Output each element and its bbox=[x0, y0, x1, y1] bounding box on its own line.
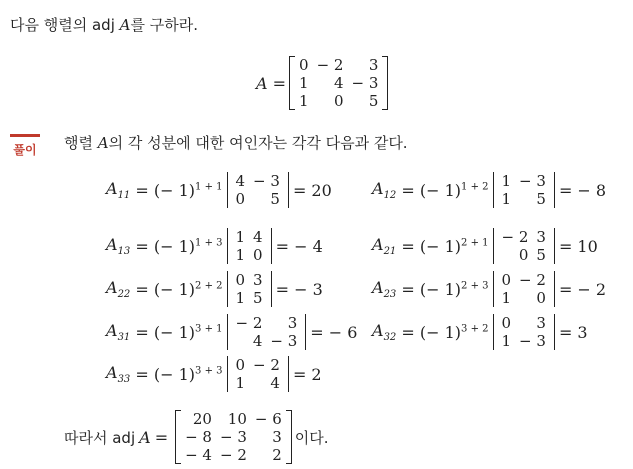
cofactor-11 bbox=[106, 172, 332, 208]
matrix-a bbox=[289, 56, 388, 110]
adj-matrix-cell: − 2 bbox=[219, 446, 247, 464]
cofactor-det-cell: 5 bbox=[536, 190, 546, 208]
cofactor-result: = 20 bbox=[292, 180, 332, 200]
cofactor-det-cell: 1 bbox=[235, 228, 246, 246]
cofactor-sign: = (− 1)$^{1 + 2}$ bbox=[396, 180, 489, 200]
adj-matrix-cell: 3 bbox=[272, 428, 282, 446]
cofactor-result: = − 4 bbox=[275, 236, 323, 256]
cofactor-result: = 3 bbox=[558, 322, 588, 342]
cofactor-det-row bbox=[498, 271, 550, 289]
cofactor-det-cell: 1 bbox=[501, 190, 512, 208]
cofactor-det-cell: 0 bbox=[253, 246, 263, 264]
cofactor-sign: = (− 1)$^{3 + 2}$ bbox=[396, 322, 489, 342]
cofactor-det-row bbox=[232, 314, 302, 332]
adj-matrix-cell: 20 bbox=[192, 410, 212, 428]
conclusion bbox=[64, 410, 329, 464]
solution-badge: 풀이 bbox=[10, 134, 40, 158]
conclusion-text-after: 이다. bbox=[294, 428, 329, 447]
cofactor-det-cell: − 3 bbox=[519, 332, 546, 350]
cofactor-33 bbox=[106, 356, 322, 392]
cofactor-det-row bbox=[232, 172, 284, 190]
matrix-a-row bbox=[295, 74, 382, 92]
cofactor-determinant bbox=[492, 172, 556, 208]
problem-text-before: 다음 행렬의 adj bbox=[10, 16, 115, 34]
cofactor-det-row bbox=[498, 332, 550, 350]
cofactor-det-cell: 1 bbox=[501, 289, 512, 307]
cofactor-det-cell: 3 bbox=[253, 271, 263, 289]
cofactor-result: = − 3 bbox=[275, 279, 323, 299]
cofactor-det-row bbox=[232, 190, 284, 208]
cofactor-sign: = (− 1)$^{2 + 1}$ bbox=[396, 236, 489, 256]
cofactor-22 bbox=[106, 271, 323, 307]
matrix-a-cell: 3 bbox=[368, 56, 379, 74]
cofactor-label: $A_{11}$ bbox=[106, 178, 131, 202]
matrix-a-label: A = bbox=[256, 73, 287, 93]
matrix-a-cell: 0 bbox=[333, 92, 344, 110]
adj-matrix-row bbox=[181, 428, 286, 446]
matrix-a-row bbox=[295, 92, 382, 110]
adj-matrix-cell: − 6 bbox=[254, 410, 282, 428]
cofactor-result: = 10 bbox=[558, 236, 598, 256]
cofactor-determinant bbox=[226, 314, 308, 350]
cofactor-det-cell: 5 bbox=[270, 190, 280, 208]
cofactor-21 bbox=[372, 228, 598, 264]
cofactor-32 bbox=[372, 314, 588, 350]
adj-matrix-cell: − 8 bbox=[185, 428, 212, 446]
cofactor-determinant bbox=[492, 271, 556, 307]
cofactor-det-row bbox=[232, 289, 267, 307]
cofactor-31 bbox=[106, 314, 357, 350]
cofactor-det-cell: − 2 bbox=[253, 356, 280, 374]
cofactor-det-cell: 0 bbox=[518, 246, 529, 264]
cofactor-det-cell: 4 bbox=[270, 374, 280, 392]
cofactor-determinant bbox=[226, 228, 273, 264]
cofactor-result: = 2 bbox=[292, 364, 322, 384]
cofactor-det-row bbox=[232, 356, 284, 374]
cofactor-det-cell: 3 bbox=[536, 314, 546, 332]
conclusion-text-before: 따라서 adj bbox=[64, 428, 136, 447]
cofactor-det-cell: 1 bbox=[235, 246, 246, 264]
cofactor-det-row bbox=[498, 172, 550, 190]
cofactor-determinant bbox=[226, 172, 290, 208]
adj-matrix-row bbox=[181, 410, 286, 428]
cofactor-det-row bbox=[232, 332, 302, 350]
cofactor-det-cell: 0 bbox=[536, 289, 546, 307]
adj-matrix bbox=[175, 410, 292, 464]
matrix-a-row bbox=[295, 56, 382, 74]
cofactor-sign: = (− 1)$^{1 + 1}$ bbox=[130, 180, 223, 200]
cofactor-label: $A_{31}$ bbox=[106, 320, 131, 344]
cofactor-det-cell: − 3 bbox=[253, 172, 280, 190]
cofactor-det-cell: 4 bbox=[253, 228, 263, 246]
cofactor-sign: = (− 1)$^{3 + 3}$ bbox=[130, 364, 223, 384]
cofactor-det-cell: 1 bbox=[235, 289, 246, 307]
cofactor-sign: = (− 1)$^{3 + 1}$ bbox=[130, 322, 223, 342]
cofactor-det-row bbox=[498, 314, 550, 332]
solution-intro-var: A bbox=[97, 134, 109, 152]
matrix-a-cell: 0 bbox=[299, 56, 309, 74]
cofactor-12 bbox=[372, 172, 606, 208]
problem-var: A bbox=[119, 16, 131, 34]
cofactor-det-cell: 1 bbox=[235, 374, 246, 392]
matrix-a-cell: 1 bbox=[299, 92, 309, 110]
cofactor-determinant bbox=[226, 356, 290, 392]
conclusion-equals: = bbox=[154, 427, 169, 447]
conclusion-var: A bbox=[139, 427, 151, 447]
cofactor-result: = − 8 bbox=[558, 180, 607, 200]
problem-statement bbox=[10, 14, 198, 35]
cofactor-det-cell: 0 bbox=[235, 356, 246, 374]
cofactor-det-cell: 1 bbox=[501, 172, 512, 190]
cofactor-sign: = (− 1)$^{1 + 3}$ bbox=[130, 236, 223, 256]
cofactor-label: $A_{12}$ bbox=[372, 178, 397, 202]
cofactor-label: $A_{23}$ bbox=[372, 277, 397, 301]
cofactor-13 bbox=[106, 228, 323, 264]
cofactor-det-row bbox=[498, 190, 550, 208]
cofactor-det-cell: 0 bbox=[501, 271, 512, 289]
cofactor-23 bbox=[372, 271, 606, 307]
cofactor-det-cell: 3 bbox=[536, 228, 546, 246]
cofactor-det-cell: − 2 bbox=[519, 271, 546, 289]
cofactor-label: $A_{32}$ bbox=[372, 320, 397, 344]
cofactor-det-cell: − 3 bbox=[519, 172, 546, 190]
cofactor-det-row bbox=[232, 228, 267, 246]
matrix-a-cell: 4 bbox=[333, 74, 344, 92]
adj-matrix-cell: 10 bbox=[227, 410, 247, 428]
cofactor-det-cell: 5 bbox=[253, 289, 263, 307]
adj-matrix-cell: 2 bbox=[272, 446, 282, 464]
cofactor-determinant bbox=[492, 228, 556, 264]
matrix-a-equation bbox=[256, 56, 391, 110]
cofactor-det-cell: 4 bbox=[252, 332, 263, 350]
cofactor-det-row bbox=[232, 374, 284, 392]
cofactor-det-cell: − 2 bbox=[235, 314, 263, 332]
adj-matrix-cell: − 4 bbox=[185, 446, 212, 464]
cofactor-label: $A_{22}$ bbox=[106, 277, 131, 301]
cofactor-sign: = (− 1)$^{2 + 3}$ bbox=[396, 279, 489, 299]
cofactor-determinant bbox=[492, 314, 556, 350]
cofactor-determinant bbox=[226, 271, 273, 307]
cofactor-det-cell: 0 bbox=[501, 314, 512, 332]
cofactor-det-row bbox=[498, 289, 550, 307]
cofactor-det-cell: − 2 bbox=[501, 228, 529, 246]
matrix-a-cell: 5 bbox=[368, 92, 379, 110]
cofactor-det-cell: − 3 bbox=[270, 332, 298, 350]
matrix-a-cell: − 2 bbox=[316, 56, 344, 74]
adj-matrix-table bbox=[181, 410, 286, 464]
cofactor-det-cell: 0 bbox=[235, 271, 246, 289]
cofactor-label: $A_{33}$ bbox=[106, 362, 131, 386]
cofactor-det-row bbox=[232, 271, 267, 289]
matrix-a-cell: − 3 bbox=[351, 74, 379, 92]
cofactor-det-cell: 3 bbox=[287, 314, 298, 332]
cofactor-det-row bbox=[498, 246, 550, 264]
cofactor-det-row bbox=[498, 228, 550, 246]
cofactor-det-cell: 1 bbox=[501, 332, 512, 350]
cofactor-result: = − 6 bbox=[310, 322, 358, 342]
cofactor-det-cell: 5 bbox=[536, 246, 546, 264]
cofactor-det-cell: 0 bbox=[235, 190, 246, 208]
adj-matrix-cell: − 3 bbox=[219, 428, 247, 446]
solution-intro-before: 행렬 bbox=[64, 134, 93, 152]
matrix-a-table bbox=[295, 56, 382, 110]
adj-matrix-row bbox=[181, 446, 286, 464]
problem-text-after: 를 구하라. bbox=[130, 16, 198, 34]
matrix-a-cell: 1 bbox=[299, 74, 309, 92]
cofactor-label: $A_{21}$ bbox=[372, 234, 397, 258]
solution-intro-after: 의 각 성분에 대한 여인자는 각각 다음과 같다. bbox=[108, 134, 408, 152]
cofactor-sign: = (− 1)$^{2 + 2}$ bbox=[130, 279, 223, 299]
cofactor-label: $A_{13}$ bbox=[106, 234, 131, 258]
cofactor-result: = − 2 bbox=[558, 279, 607, 299]
cofactor-det-cell: 4 bbox=[235, 172, 246, 190]
cofactor-det-row bbox=[232, 246, 267, 264]
solution-intro bbox=[64, 132, 408, 153]
